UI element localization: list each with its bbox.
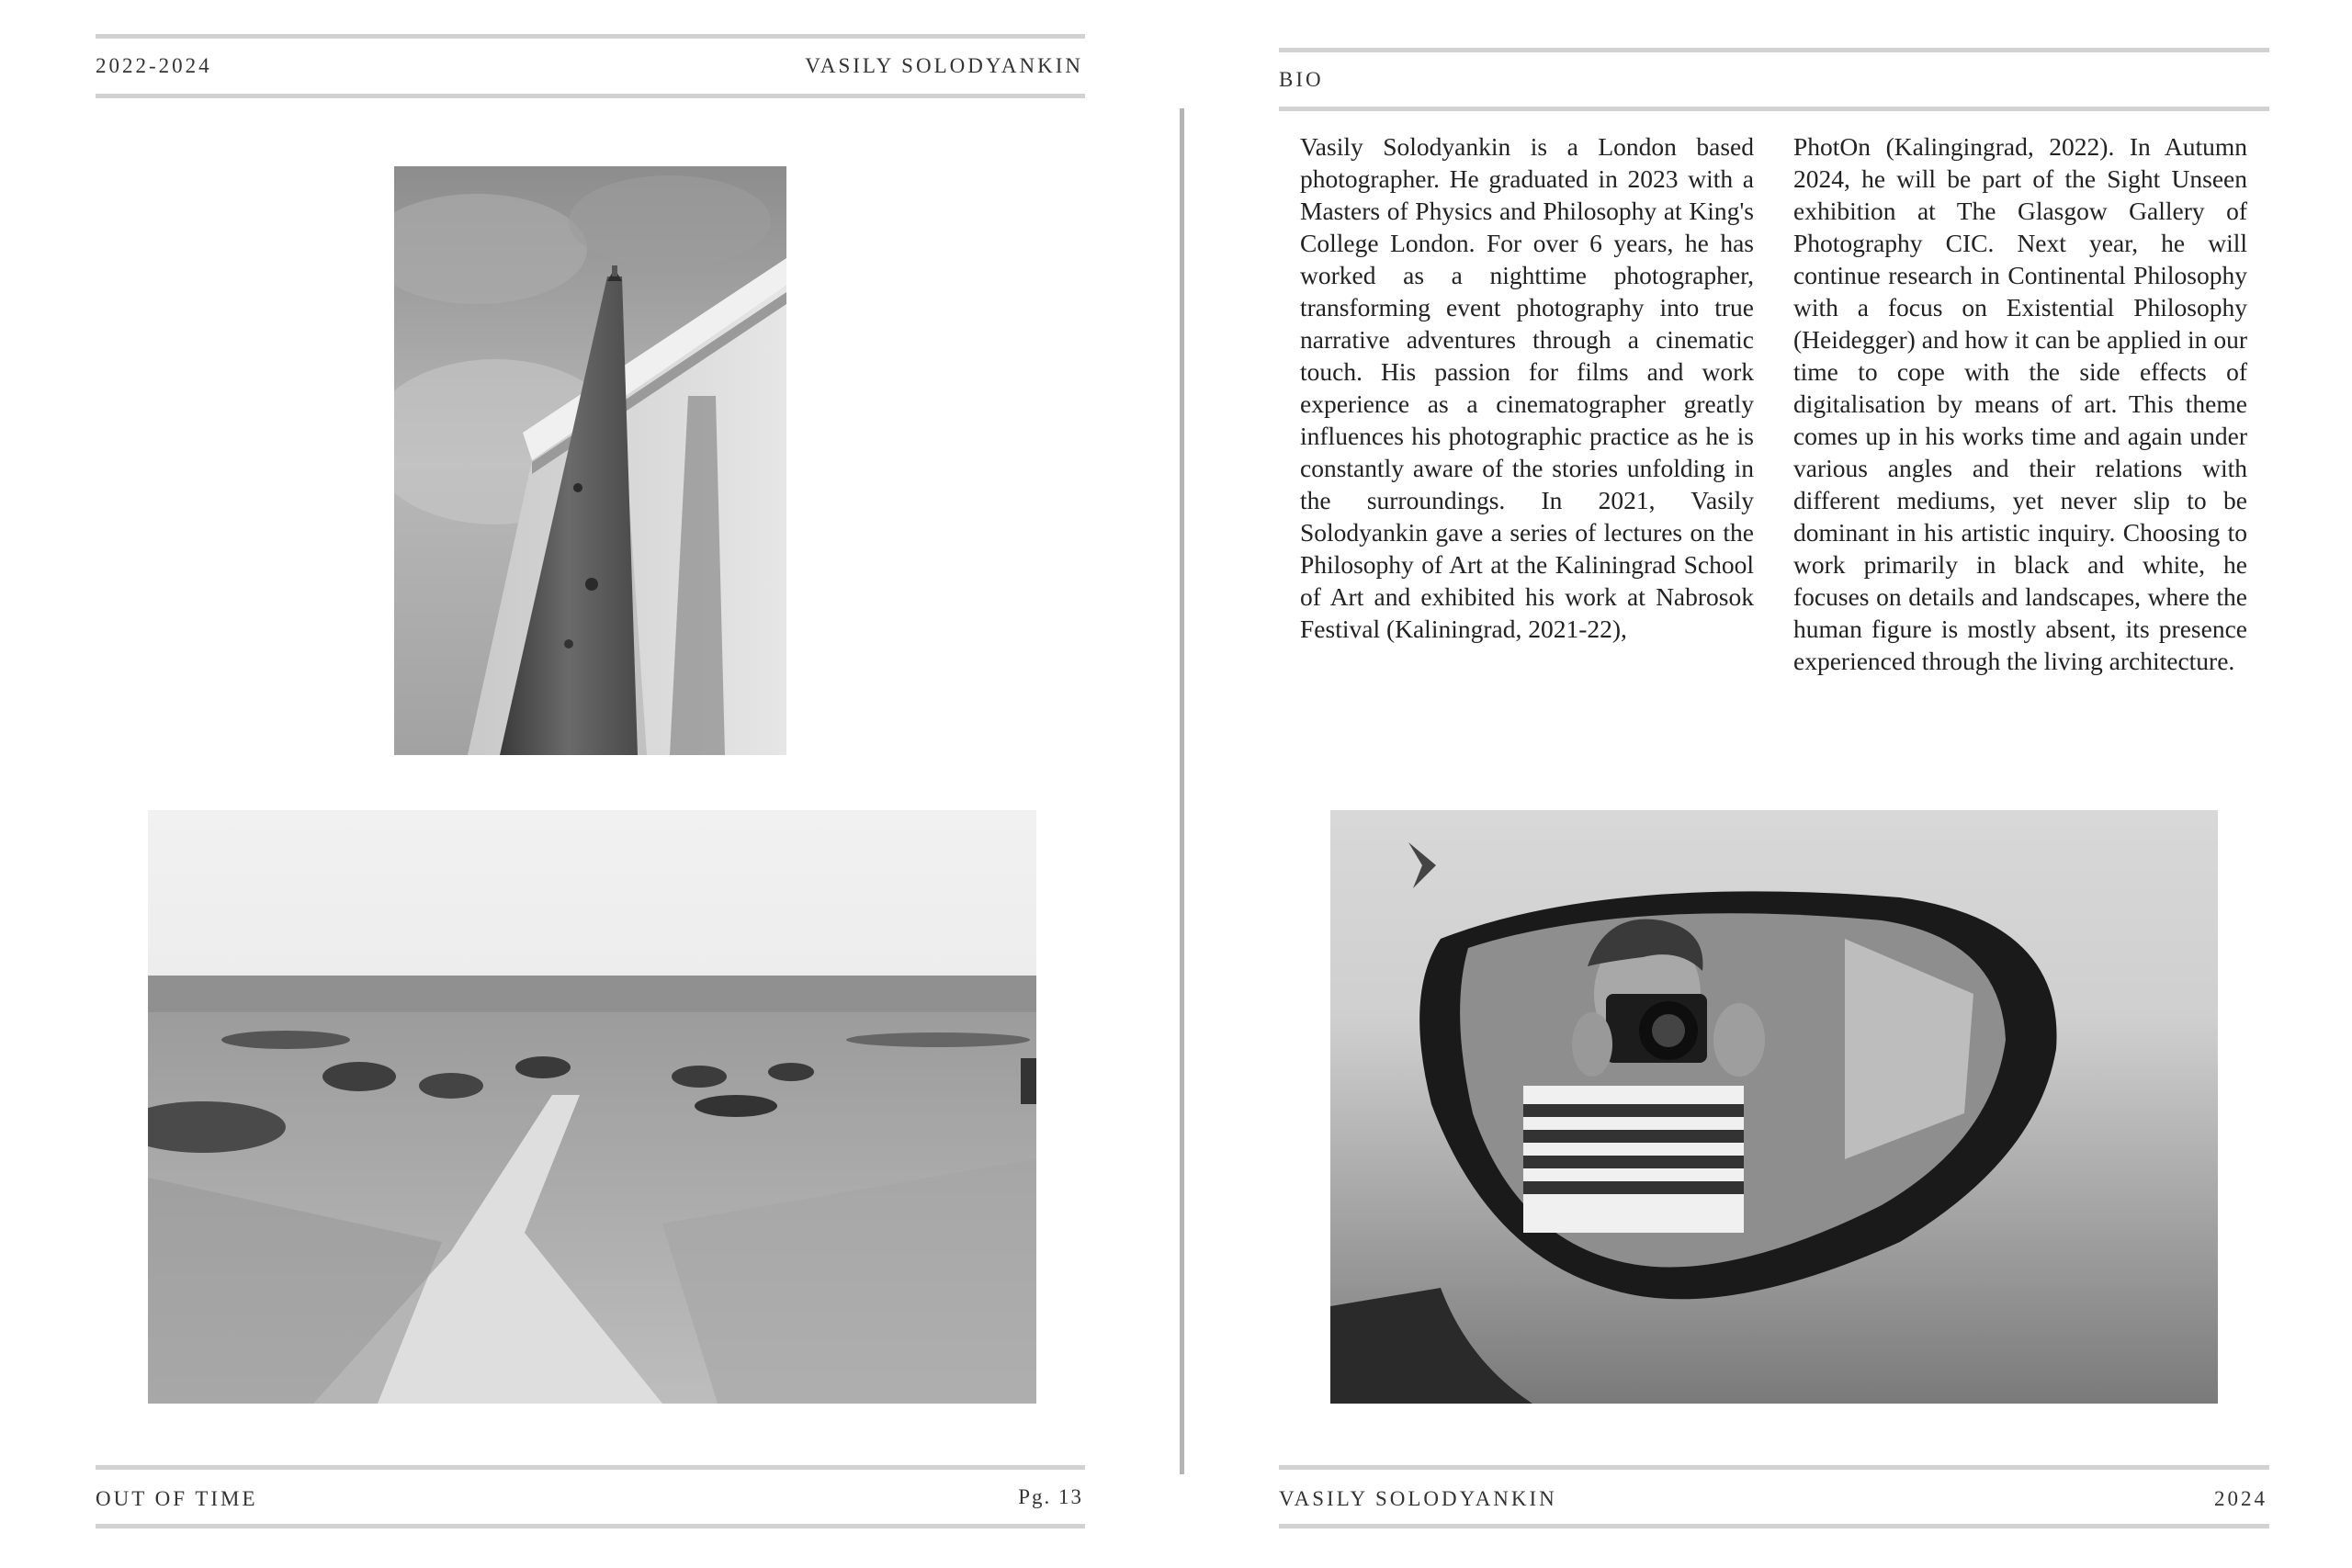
left-header-bottom-rule xyxy=(96,94,1085,98)
footer-title: OUT OF TIME xyxy=(96,1487,258,1510)
bio-column-1: Vasily Solodyankin is a London based photographer. He graduated in 2023 with a Masters of Physics and Philosophy at King's College London. For over 6 years, he has worked as a nighttime photographer, transforming event photography into true narrative adventures through a cinematic touch. His passion for films and work experience as a cinematographer greatly influences his photographic practice as he is constantly aware of the stories unfolding in the surroundings. In 2021, Vasily Solodyankin gave a series of lectures on the Philosophy of Art at the Kaliningrad School of Art and exhibited his work at Nabrosok Festival (Kaliningrad, 2021-22), xyxy=(1300,132,1754,643)
footer-year: 2024 xyxy=(2214,1487,2267,1510)
right-header-top-rule xyxy=(1279,48,2269,52)
footer-author: VASILY SOLODYANKIN xyxy=(1279,1487,1557,1510)
obelisk-photo xyxy=(394,166,786,755)
right-header-bottom-rule xyxy=(1279,107,2269,111)
right-footer-top-rule xyxy=(1279,1465,2269,1470)
page-gutter-divider xyxy=(1180,108,1184,1474)
field-path-photo xyxy=(148,810,1036,1404)
bio-column-2: PhotOn (Kalingingrad, 2022). In Autumn 2024, he will be part of the Sight Unseen exhibition at The Glasgow Gallery of Photography CIC. Next year, he will continue research in Continental Philosophy with a focus on Existential Philosophy (Heidegger) and how it can be applied in our time to cope with the side effects of digitalisation by means of art. This theme comes up in his works time and again under various angles and their relations with different mediums, yet never slip to be dominant in his artistic inquiry. Choosing to work primarily in black and white, he focuses on details and landscapes, where the human figure is mostly absent, its presence experienced through the living architecture. xyxy=(1793,132,2247,675)
header-date-range: 2022-2024 xyxy=(96,54,212,77)
left-footer-top-rule xyxy=(96,1465,1085,1470)
header-author: VASILY SOLODYANKIN xyxy=(805,54,1083,77)
mirror-selfie-photo xyxy=(1330,810,2218,1404)
section-title: BIO xyxy=(1279,68,1324,91)
left-header-top-rule xyxy=(96,34,1085,39)
right-footer-bottom-rule xyxy=(1279,1524,2269,1529)
page-number: Pg. 13 xyxy=(1018,1485,1083,1508)
left-footer-bottom-rule xyxy=(96,1524,1085,1529)
